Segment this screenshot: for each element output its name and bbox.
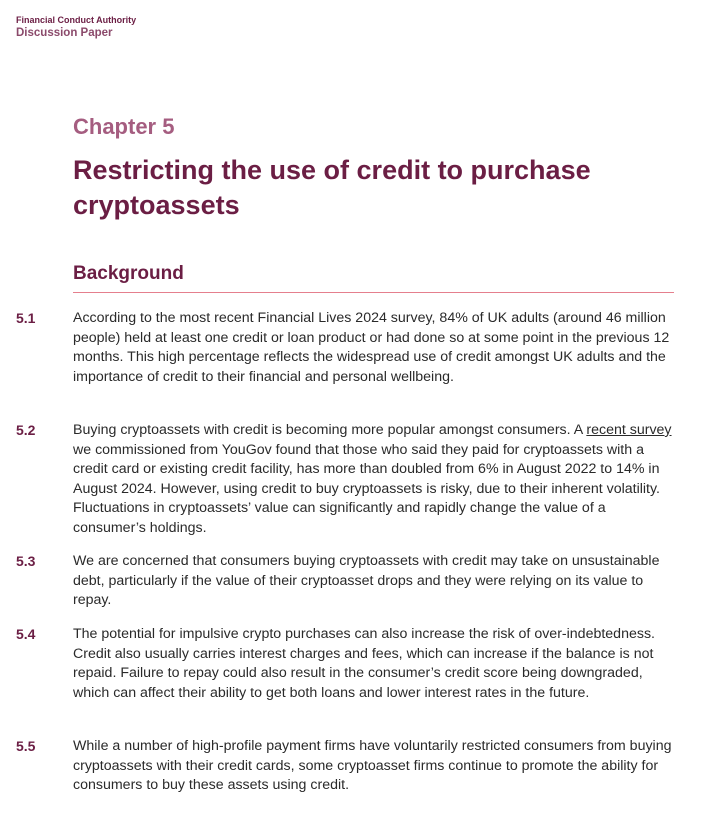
paragraph-number: 5.3 xyxy=(16,553,36,569)
paragraph-number: 5.2 xyxy=(16,422,36,438)
section-heading: Background xyxy=(73,263,184,284)
paragraph-text: While a number of high-profile payment firms have voluntarily restricted consumers from buying cryptoassets with their credit cards, some cryptoasset firms continue to promote the ability for consumers to buy these assets using credit. xyxy=(73,738,672,793)
paragraph-5-1 xyxy=(16,309,674,387)
document-type: Discussion Paper xyxy=(16,27,113,39)
paragraph-number: 5.1 xyxy=(16,310,36,326)
paragraph-5-5 xyxy=(16,737,674,796)
paragraph-text: According to the most recent Financial Lives 2024 survey, 84% of UK adults (around 46 million people) held at least one credit or loan product or had done so at some point in the previous 12 months. This high percentage reflects the widespread use of credit amongst UK adults and the importance of credit to their financial and personal wellbeing. xyxy=(73,310,670,385)
recent-survey-link[interactable]: recent survey xyxy=(586,422,672,438)
paragraph-text: We are concerned that consumers buying cryptoassets with credit may take on unsustainable debt, particularly if the value of their cryptoasset drops and they were relying on its value to repay. xyxy=(73,553,660,608)
chapter-title: Restricting the use of credit to purchase cryptoassets xyxy=(73,155,591,220)
paragraph-text-end: we commissioned from YouGov found that those who said they paid for cryptoassets with a credit card or existing credit facility, has more than doubled from 6% in August 2022 to 14% in August 2024. However, using credit to buy cryptoassets is risky, due to their inherent volatility. Fluctuations in cryptoassets’ value can significantly and rapidly change the value of a consumer’s holdings. xyxy=(73,441,660,536)
organisation-name: Financial Conduct Authority xyxy=(16,15,137,25)
paragraph-text: The potential for impulsive crypto purchases can also increase the risk of over-indebtedness. Credit also usually carries interest charges and fees, which can increase if the balance is not repaid. Failure to repay could also result in the consumer’s credit score being downgraded, which can affect their ability to get both loans and lower interest rates in the future. xyxy=(73,626,655,701)
paragraph-5-2 xyxy=(16,421,674,538)
paragraph-text xyxy=(73,421,674,538)
section-divider xyxy=(73,292,674,293)
paragraph-number: 5.5 xyxy=(16,738,36,754)
paragraph-number: 5.4 xyxy=(16,626,36,642)
page-header xyxy=(16,15,136,41)
chapter-label: Chapter 5 xyxy=(73,114,175,139)
paragraph-5-4 xyxy=(16,625,674,703)
paragraph-5-3 xyxy=(16,552,674,611)
paragraph-text-start: Buying cryptoassets with credit is becoming more popular amongst consumers. A xyxy=(73,422,587,438)
